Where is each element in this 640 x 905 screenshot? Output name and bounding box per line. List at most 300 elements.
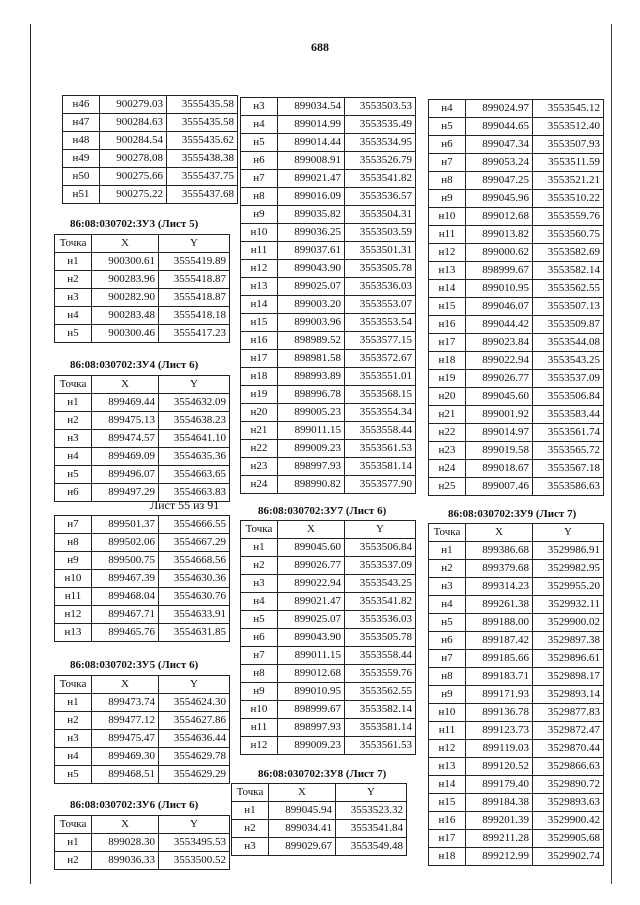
y-cell: 3554663.65: [159, 466, 230, 484]
x-cell: 899024.97: [466, 100, 533, 118]
table-row: [429, 388, 604, 406]
y-cell: 3553512.40: [533, 118, 604, 136]
table-row: [429, 406, 604, 424]
y-cell: 3553535.49: [345, 116, 416, 134]
header-y: Y: [159, 676, 230, 694]
point-cell: н10: [429, 704, 466, 722]
point-cell: н3: [55, 289, 92, 307]
table-row: [429, 560, 604, 578]
y-cell: 3553558.44: [345, 422, 416, 440]
table-caption: 86:08:030702:ЗУ9 (Лист 7): [448, 508, 577, 520]
point-cell: н3: [55, 730, 92, 748]
x-cell: 899018.67: [466, 460, 533, 478]
point-cell: н7: [429, 650, 466, 668]
header-point: Точка: [429, 524, 466, 542]
x-cell: 900278.08: [100, 150, 167, 168]
header-y: Y: [533, 524, 604, 542]
x-cell: 899201.39: [466, 812, 533, 830]
y-cell: 3553545.12: [533, 100, 604, 118]
point-cell: н23: [241, 458, 278, 476]
point-cell: н19: [429, 370, 466, 388]
table-row: [55, 516, 230, 534]
point-cell: н8: [429, 668, 466, 686]
x-cell: 899184.38: [466, 794, 533, 812]
block-b10: [428, 99, 604, 496]
x-cell: 899045.96: [466, 190, 533, 208]
header-point: Точка: [55, 676, 92, 694]
table-row: [63, 96, 238, 114]
x-cell: 899021.47: [278, 170, 345, 188]
table-row: [429, 262, 604, 280]
block-b7: [240, 97, 416, 494]
point-cell: н10: [55, 570, 92, 588]
x-cell: 899036.25: [278, 224, 345, 242]
y-cell: 3554641.10: [159, 430, 230, 448]
x-cell: 899179.40: [466, 776, 533, 794]
y-cell: 3553572.67: [345, 350, 416, 368]
table-row: [429, 172, 604, 190]
point-cell: н9: [429, 190, 466, 208]
table-row: [241, 458, 416, 476]
block-b8: [240, 520, 416, 755]
point-cell: н8: [241, 665, 278, 683]
y-cell: 3554667.29: [159, 534, 230, 552]
point-cell: н9: [429, 686, 466, 704]
y-cell: 3554663.83: [159, 484, 230, 502]
table-row: [55, 430, 230, 448]
point-cell: н11: [55, 588, 92, 606]
block-b9: [231, 783, 407, 856]
y-cell: 3553509.87: [533, 316, 604, 334]
y-cell: 3553503.59: [345, 224, 416, 242]
y-cell: 3554624.30: [159, 694, 230, 712]
y-cell: 3554627.86: [159, 712, 230, 730]
x-cell: 899469.30: [92, 748, 159, 766]
table-row: [241, 242, 416, 260]
coordinate-table: [428, 99, 604, 496]
point-cell: н48: [63, 132, 100, 150]
x-cell: 899183.71: [466, 668, 533, 686]
point-cell: н12: [429, 740, 466, 758]
table-row: [241, 404, 416, 422]
table-row: [429, 830, 604, 848]
y-cell: 3555435.58: [167, 114, 238, 132]
point-cell: н8: [429, 172, 466, 190]
y-cell: 3529893.14: [533, 686, 604, 704]
y-cell: 3529902.74: [533, 848, 604, 866]
x-cell: 899010.95: [466, 280, 533, 298]
y-cell: 3529890.72: [533, 776, 604, 794]
y-cell: 3553534.95: [345, 134, 416, 152]
x-cell: 899001.92: [466, 406, 533, 424]
y-cell: 3555419.89: [159, 253, 230, 271]
point-cell: н1: [429, 542, 466, 560]
table-row: [241, 683, 416, 701]
table-row: [241, 440, 416, 458]
x-cell: 899467.71: [92, 606, 159, 624]
header-x: X: [92, 676, 159, 694]
point-cell: н11: [241, 719, 278, 737]
table-row: [241, 557, 416, 575]
table-row: [429, 136, 604, 154]
x-cell: 899043.90: [278, 260, 345, 278]
table-row: [429, 478, 604, 496]
x-cell: 900284.54: [100, 132, 167, 150]
block-b4: [54, 515, 230, 642]
x-cell: 899021.47: [278, 593, 345, 611]
y-cell: 3529898.17: [533, 668, 604, 686]
point-cell: н13: [429, 262, 466, 280]
point-cell: н16: [429, 316, 466, 334]
x-cell: 899028.30: [92, 834, 159, 852]
x-cell: 900279.03: [100, 96, 167, 114]
point-cell: н24: [241, 476, 278, 494]
x-cell: 899034.41: [269, 820, 336, 838]
table-row: [55, 712, 230, 730]
x-cell: 899502.06: [92, 534, 159, 552]
point-cell: н14: [429, 280, 466, 298]
point-cell: н22: [241, 440, 278, 458]
x-cell: 899019.58: [466, 442, 533, 460]
x-cell: 899043.90: [278, 629, 345, 647]
x-cell: 899474.57: [92, 430, 159, 448]
x-cell: 900283.96: [92, 271, 159, 289]
x-cell: 899023.84: [466, 334, 533, 352]
point-cell: н9: [241, 683, 278, 701]
y-cell: 3553537.09: [345, 557, 416, 575]
point-cell: н17: [429, 830, 466, 848]
table-row: [429, 190, 604, 208]
y-cell: 3553551.01: [345, 368, 416, 386]
point-cell: н4: [429, 596, 466, 614]
header-point: Точка: [55, 816, 92, 834]
point-cell: н5: [241, 611, 278, 629]
point-cell: н5: [55, 466, 92, 484]
table-row: [55, 624, 230, 642]
point-cell: н18: [241, 368, 278, 386]
y-cell: 3553559.76: [345, 665, 416, 683]
block-b2: [54, 234, 230, 343]
table-row: [55, 748, 230, 766]
x-cell: 899035.82: [278, 206, 345, 224]
point-cell: н18: [429, 848, 466, 866]
y-cell: 3553582.69: [533, 244, 604, 262]
table-row: [55, 412, 230, 430]
x-cell: 899211.28: [466, 830, 533, 848]
table-row: [241, 224, 416, 242]
y-cell: 3553543.25: [345, 575, 416, 593]
table-row: [241, 476, 416, 494]
x-cell: 899469.09: [92, 448, 159, 466]
x-cell: 899500.75: [92, 552, 159, 570]
block-b6: [54, 815, 230, 870]
x-cell: 899468.04: [92, 588, 159, 606]
x-cell: 899475.47: [92, 730, 159, 748]
point-cell: н1: [55, 394, 92, 412]
x-cell: 899047.25: [466, 172, 533, 190]
y-cell: 3555437.68: [167, 186, 238, 204]
table-row: [429, 722, 604, 740]
point-cell: н12: [55, 606, 92, 624]
table-row: [241, 611, 416, 629]
y-cell: 3529866.63: [533, 758, 604, 776]
x-cell: 899044.42: [466, 316, 533, 334]
y-cell: 3553511.59: [533, 154, 604, 172]
y-cell: 3553541.84: [336, 820, 407, 838]
x-cell: 900300.61: [92, 253, 159, 271]
coordinate-table: [62, 95, 238, 204]
point-cell: н1: [241, 539, 278, 557]
header-y: Y: [336, 784, 407, 802]
table-row: [241, 188, 416, 206]
header-x: X: [92, 235, 159, 253]
point-cell: н3: [55, 430, 92, 448]
table-row: [429, 316, 604, 334]
y-cell: 3553581.14: [345, 719, 416, 737]
x-cell: 900282.90: [92, 289, 159, 307]
header-point: Точка: [232, 784, 269, 802]
x-cell: 900283.48: [92, 307, 159, 325]
table-row: [429, 596, 604, 614]
y-cell: 3553500.52: [159, 852, 230, 870]
x-cell: 899026.77: [466, 370, 533, 388]
x-cell: 899012.68: [278, 665, 345, 683]
table-row: [241, 350, 416, 368]
table-row: [429, 614, 604, 632]
x-cell: 899136.78: [466, 704, 533, 722]
y-cell: 3553523.32: [336, 802, 407, 820]
point-cell: н4: [241, 116, 278, 134]
x-cell: 898981.58: [278, 350, 345, 368]
table-header-row: [55, 235, 230, 253]
table-caption: 86:08:030702:ЗУ3 (Лист 5): [70, 218, 199, 230]
header-y: Y: [159, 816, 230, 834]
table-row: [63, 132, 238, 150]
table-row: [55, 271, 230, 289]
point-cell: н20: [241, 404, 278, 422]
x-cell: 899047.34: [466, 136, 533, 154]
table-row: [429, 442, 604, 460]
x-cell: 899185.66: [466, 650, 533, 668]
y-cell: 3555435.62: [167, 132, 238, 150]
point-cell: н4: [55, 448, 92, 466]
table-row: [429, 812, 604, 830]
y-cell: 3553554.34: [345, 404, 416, 422]
y-cell: 3553581.14: [345, 458, 416, 476]
y-cell: 3554632.09: [159, 394, 230, 412]
y-cell: 3553521.21: [533, 172, 604, 190]
page-number: 688: [311, 40, 329, 54]
y-cell: 3553504.31: [345, 206, 416, 224]
point-cell: н4: [241, 593, 278, 611]
y-cell: 3529870.44: [533, 740, 604, 758]
point-cell: н23: [429, 442, 466, 460]
x-cell: 899011.15: [278, 647, 345, 665]
coordinate-table: [54, 234, 230, 343]
table-row: [429, 226, 604, 244]
point-cell: н4: [55, 307, 92, 325]
table-row: [429, 154, 604, 172]
point-cell: н5: [429, 614, 466, 632]
x-cell: 899473.74: [92, 694, 159, 712]
y-cell: 3553506.84: [345, 539, 416, 557]
y-cell: 3553541.82: [345, 593, 416, 611]
y-cell: 3529877.83: [533, 704, 604, 722]
table-row: [241, 296, 416, 314]
table-row: [241, 332, 416, 350]
table-row: [241, 539, 416, 557]
table-header-row: [55, 676, 230, 694]
table-row: [241, 737, 416, 755]
point-cell: н11: [429, 722, 466, 740]
point-cell: н5: [241, 134, 278, 152]
x-cell: 899014.99: [278, 116, 345, 134]
y-cell: 3553586.63: [533, 478, 604, 496]
y-cell: 3554633.91: [159, 606, 230, 624]
table-row: [429, 280, 604, 298]
point-cell: н10: [241, 224, 278, 242]
table-row: [429, 704, 604, 722]
y-cell: 3529893.63: [533, 794, 604, 812]
y-cell: 3553505.78: [345, 629, 416, 647]
y-cell: 3553501.31: [345, 242, 416, 260]
x-cell: 900275.66: [100, 168, 167, 186]
table-row: [241, 260, 416, 278]
x-cell: 899037.61: [278, 242, 345, 260]
point-cell: н1: [55, 694, 92, 712]
table-row: [232, 802, 407, 820]
x-cell: 899003.20: [278, 296, 345, 314]
table-row: [429, 848, 604, 866]
point-cell: н47: [63, 114, 100, 132]
point-cell: н16: [241, 332, 278, 350]
table-row: [55, 307, 230, 325]
y-cell: 3553543.25: [533, 352, 604, 370]
y-cell: 3529900.02: [533, 614, 604, 632]
x-cell: 898997.93: [278, 458, 345, 476]
point-cell: н49: [63, 150, 100, 168]
point-cell: н18: [429, 352, 466, 370]
y-cell: 3553536.03: [345, 278, 416, 296]
table-row: [232, 838, 407, 856]
y-cell: 3553507.93: [533, 136, 604, 154]
table-row: [55, 534, 230, 552]
x-cell: 899005.23: [278, 404, 345, 422]
point-cell: н15: [429, 794, 466, 812]
x-cell: 899013.82: [466, 226, 533, 244]
table-row: [429, 632, 604, 650]
point-cell: н17: [429, 334, 466, 352]
header-y: Y: [159, 376, 230, 394]
table-row: [63, 168, 238, 186]
table-row: [241, 152, 416, 170]
point-cell: н2: [429, 560, 466, 578]
y-cell: 3529986.91: [533, 542, 604, 560]
header-x: X: [466, 524, 533, 542]
x-cell: 899475.13: [92, 412, 159, 430]
x-cell: 899007.46: [466, 478, 533, 496]
x-cell: 899029.67: [269, 838, 336, 856]
y-cell: 3553553.54: [345, 314, 416, 332]
x-cell: 899009.23: [278, 737, 345, 755]
point-cell: н22: [429, 424, 466, 442]
table-header-row: [232, 784, 407, 802]
x-cell: 899187.42: [466, 632, 533, 650]
point-cell: н21: [241, 422, 278, 440]
point-cell: н15: [241, 314, 278, 332]
point-cell: н12: [241, 737, 278, 755]
x-cell: 899120.52: [466, 758, 533, 776]
y-cell: 3553505.78: [345, 260, 416, 278]
y-cell: 3555418.87: [159, 289, 230, 307]
point-cell: н51: [63, 186, 100, 204]
y-cell: 3553526.79: [345, 152, 416, 170]
point-cell: н6: [429, 632, 466, 650]
table-row: [429, 118, 604, 136]
sheet-note: Лист 55 из 91: [150, 498, 220, 512]
table-row: [55, 448, 230, 466]
y-cell: 3555418.18: [159, 307, 230, 325]
table-row: [241, 134, 416, 152]
y-cell: 3554631.85: [159, 624, 230, 642]
table-row: [63, 150, 238, 168]
point-cell: н3: [241, 575, 278, 593]
coordinate-table: [54, 815, 230, 870]
header-x: X: [92, 816, 159, 834]
table-header-row: [241, 521, 416, 539]
coordinate-table: [231, 783, 407, 856]
header-x: X: [278, 521, 345, 539]
table-row: [241, 116, 416, 134]
point-cell: н14: [241, 296, 278, 314]
table-row: [429, 740, 604, 758]
table-row: [429, 334, 604, 352]
point-cell: н6: [55, 484, 92, 502]
header-point: Точка: [55, 376, 92, 394]
table-row: [429, 578, 604, 596]
point-cell: н50: [63, 168, 100, 186]
y-cell: 3529955.20: [533, 578, 604, 596]
table-row: [241, 629, 416, 647]
y-cell: 3553583.44: [533, 406, 604, 424]
table-header-row: [55, 376, 230, 394]
y-cell: 3553553.07: [345, 296, 416, 314]
y-cell: 3553549.48: [336, 838, 407, 856]
y-cell: 3554630.76: [159, 588, 230, 606]
x-cell: 899496.07: [92, 466, 159, 484]
y-cell: 3553577.90: [345, 476, 416, 494]
y-cell: 3553561.53: [345, 440, 416, 458]
point-cell: н13: [55, 624, 92, 642]
coordinate-table: [54, 675, 230, 784]
y-cell: 3553510.22: [533, 190, 604, 208]
table-row: [55, 834, 230, 852]
point-cell: н5: [55, 766, 92, 784]
y-cell: 3553577.15: [345, 332, 416, 350]
y-cell: 3553561.74: [533, 424, 604, 442]
point-cell: н46: [63, 96, 100, 114]
table-row: [241, 98, 416, 116]
coordinate-table: [428, 523, 604, 866]
y-cell: 3553558.44: [345, 647, 416, 665]
x-cell: 899026.77: [278, 557, 345, 575]
x-cell: 899014.44: [278, 134, 345, 152]
table-row: [241, 278, 416, 296]
point-cell: н3: [241, 98, 278, 116]
x-cell: 899025.07: [278, 278, 345, 296]
table-caption: 86:08:030702:ЗУ7 (Лист 6): [258, 505, 387, 517]
table-row: [241, 206, 416, 224]
